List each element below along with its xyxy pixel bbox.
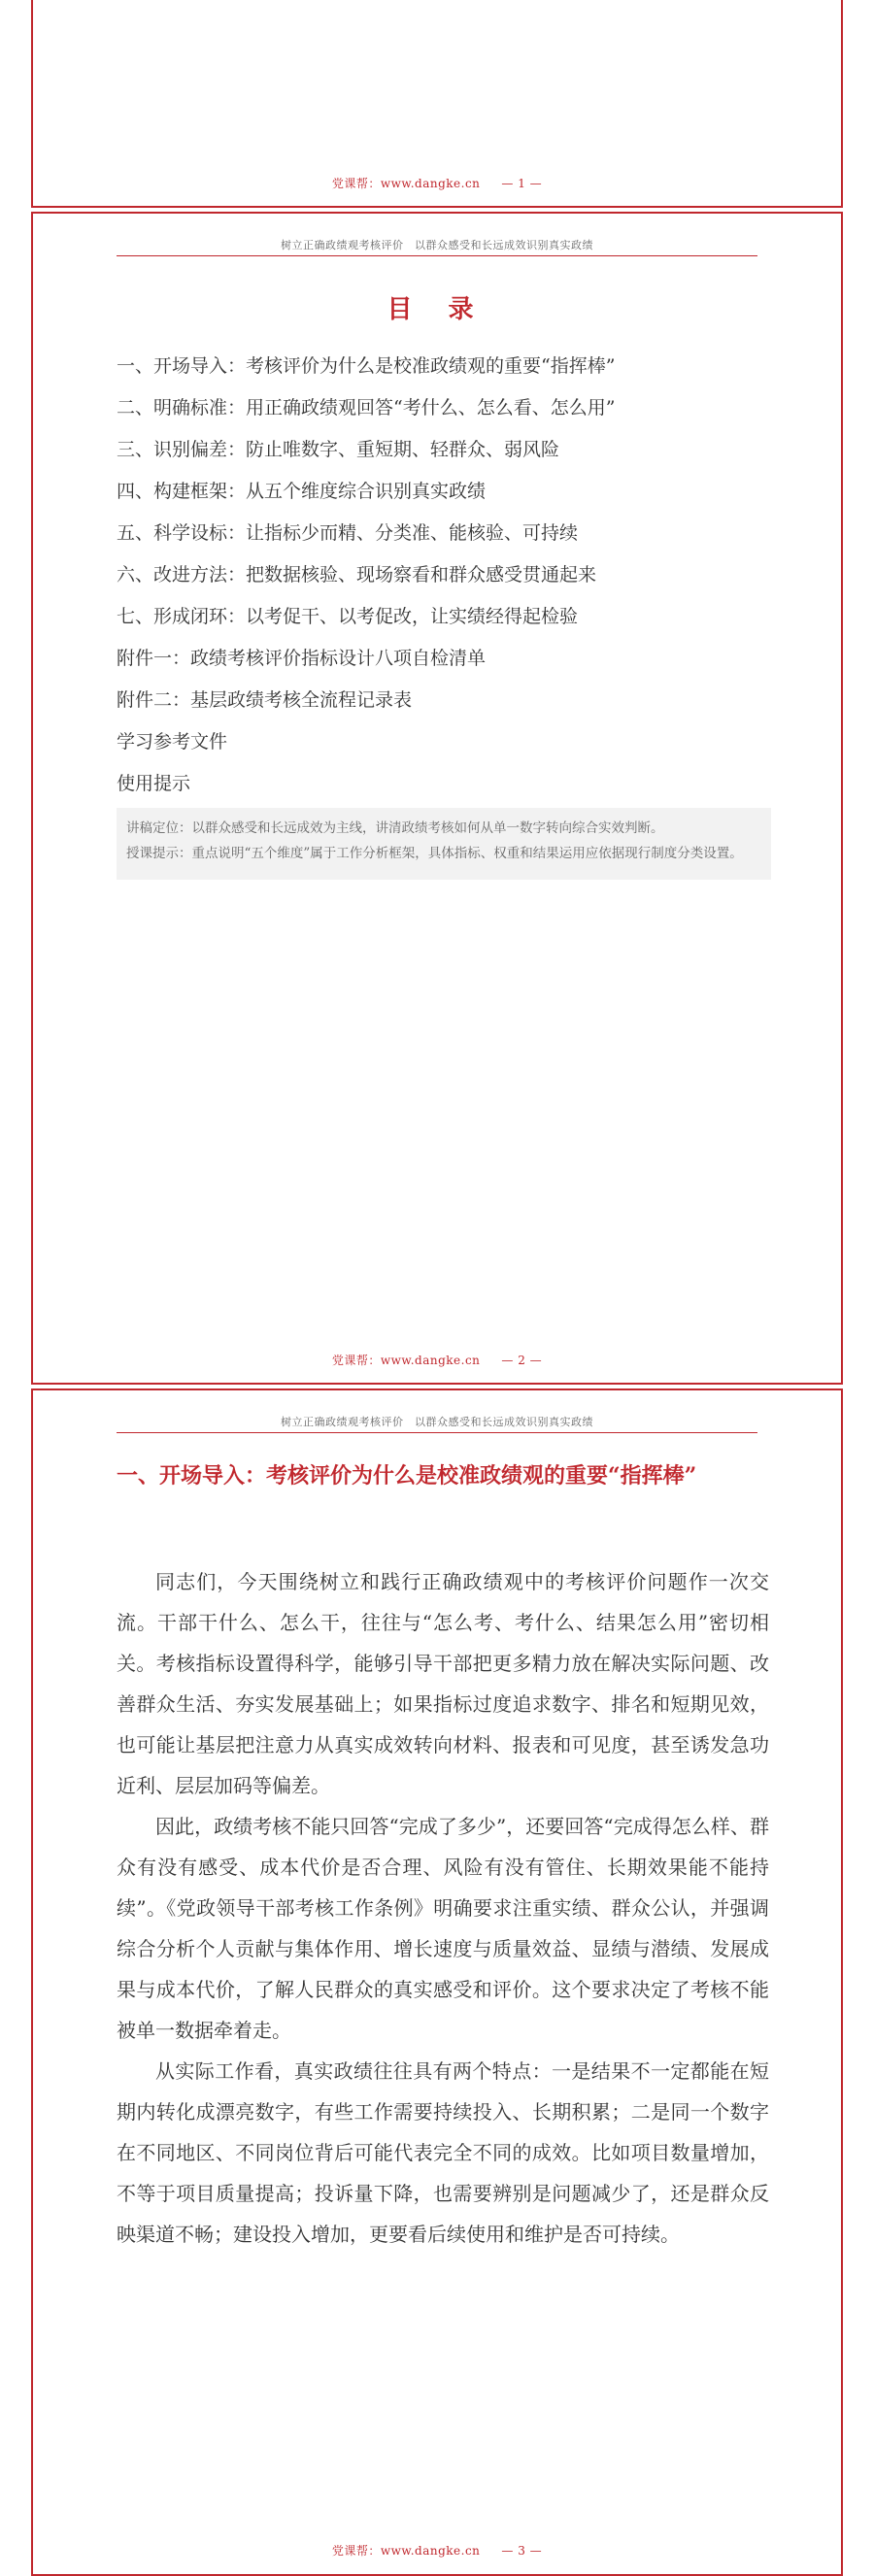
toc-item[interactable]: 六、改进方法：把数据核验、现场察看和群众感受贯通起来	[117, 564, 597, 585]
toc-item[interactable]: 附件二：基层政绩考核全流程记录表	[117, 689, 413, 711]
section-body	[117, 1561, 769, 2255]
toc-item[interactable]: 三、识别偏差：防止唯数字、重短期、轻群众、弱风险	[117, 439, 560, 460]
page-number: — 2 —	[501, 1354, 543, 1367]
toc-item[interactable]: 一、开场导入：考核评价为什么是校准政绩观的重要“指挥棒”	[117, 355, 616, 377]
toc-item[interactable]: 二、明确标准：用正确政绩观回答“考什么、怎么看、怎么用”	[117, 397, 616, 418]
footer-site: 党课帮：www.dangke.cn	[331, 177, 481, 190]
page-header: 树立正确政绩观考核评价 以群众感受和长远成效识别真实政绩	[281, 239, 593, 251]
toc-item[interactable]: 五、科学设标：让指标少而精、分类准、能核验、可持续	[117, 522, 579, 544]
body-paragraph: 因此，政绩考核不能只回答“完成了多少”，还要回答“完成得怎么样、群众有没有感受、成本代价是否合理、风险有没有管住、长期效果能不能持续”。《党政领导干部考核工作条例》明确要求注重实绩、群众公认，并强调综合分析个人贡献与集体作用、增长速度与质量效益、显绩与潜绩、发展成果与成本代价，了解人民群众的真实感受和评价。这个要求决定了考核不能被单一数据牵着走。	[117, 1815, 769, 2042]
note-teaching-tip: 授课提示：重点说明“五个维度”属于工作分析框架，具体指标、权重和结果运用应依据现行制度分类设置。	[126, 846, 743, 861]
page-3	[31, 1388, 843, 2576]
toc-title: 目 录	[387, 295, 487, 324]
body-paragraph: 同志们，今天围绕树立和践行正确政绩观中的考核评价问题作一次交流。干部干什么、怎么干，往往与“怎么考、考什么、结果怎么用”密切相关。考核指标设置得科学，能够引导干部把更多精力放在解决实际问题、改善群众生活、夯实发展基础上；如果指标过度追求数字、排名和短期见效，也可能让基层把注意力从真实成效转向材料、报表和可见度，甚至诱发急功近利、层层加码等偏差。	[117, 1570, 769, 1797]
page-footer	[33, 2542, 841, 2559]
header-rule	[117, 255, 757, 256]
toc-item[interactable]: 四、构建框架：从五个维度综合识别真实政绩	[117, 481, 487, 502]
page-header: 树立正确政绩观考核评价 以群众感受和长远成效识别真实政绩	[281, 1416, 593, 1428]
lecture-note-box	[117, 808, 771, 880]
section-title: 一、开场导入：考核评价为什么是校准政绩观的重要“指挥棒”	[117, 1463, 697, 1489]
footer-site: 党课帮：www.dangke.cn	[331, 2544, 481, 2558]
page-footer	[33, 175, 841, 191]
note-positioning: 讲稿定位：以群众感受和长远成效为主线，讲清政绩考核如何从单一数字转向综合实效判断。	[126, 820, 664, 836]
footer-site: 党课帮：www.dangke.cn	[331, 1354, 481, 1367]
toc-list	[117, 346, 777, 805]
page-number: — 3 —	[501, 2544, 543, 2558]
header-rule	[117, 1432, 757, 1433]
body-paragraph: 从实际工作看，真实政绩往往具有两个特点：一是结果不一定都能在短期内转化成漂亮数字，有些工作需要持续投入、长期积累；二是同一个数字在不同地区、不同岗位背后可能代表完全不同的成效。比如项目数量增加，不等于项目质量提高；投诉量下降，也需要辨别是问题减少了，还是群众反映渠道不畅；建设投入增加，更要看后续使用和维护是否可持续。	[117, 2059, 769, 2246]
toc-item[interactable]: 附件一：政绩考核评价指标设计八项自检清单	[117, 648, 487, 669]
page-number: — 1 —	[501, 177, 543, 190]
toc-item[interactable]: 七、形成闭环：以考促干、以考促改，让实绩经得起检验	[117, 606, 579, 627]
toc-item[interactable]: 使用提示	[117, 773, 191, 794]
toc-item[interactable]: 学习参考文件	[117, 731, 228, 753]
page-2	[31, 212, 843, 1385]
page-footer	[33, 1352, 841, 1368]
page-1	[31, 0, 843, 208]
